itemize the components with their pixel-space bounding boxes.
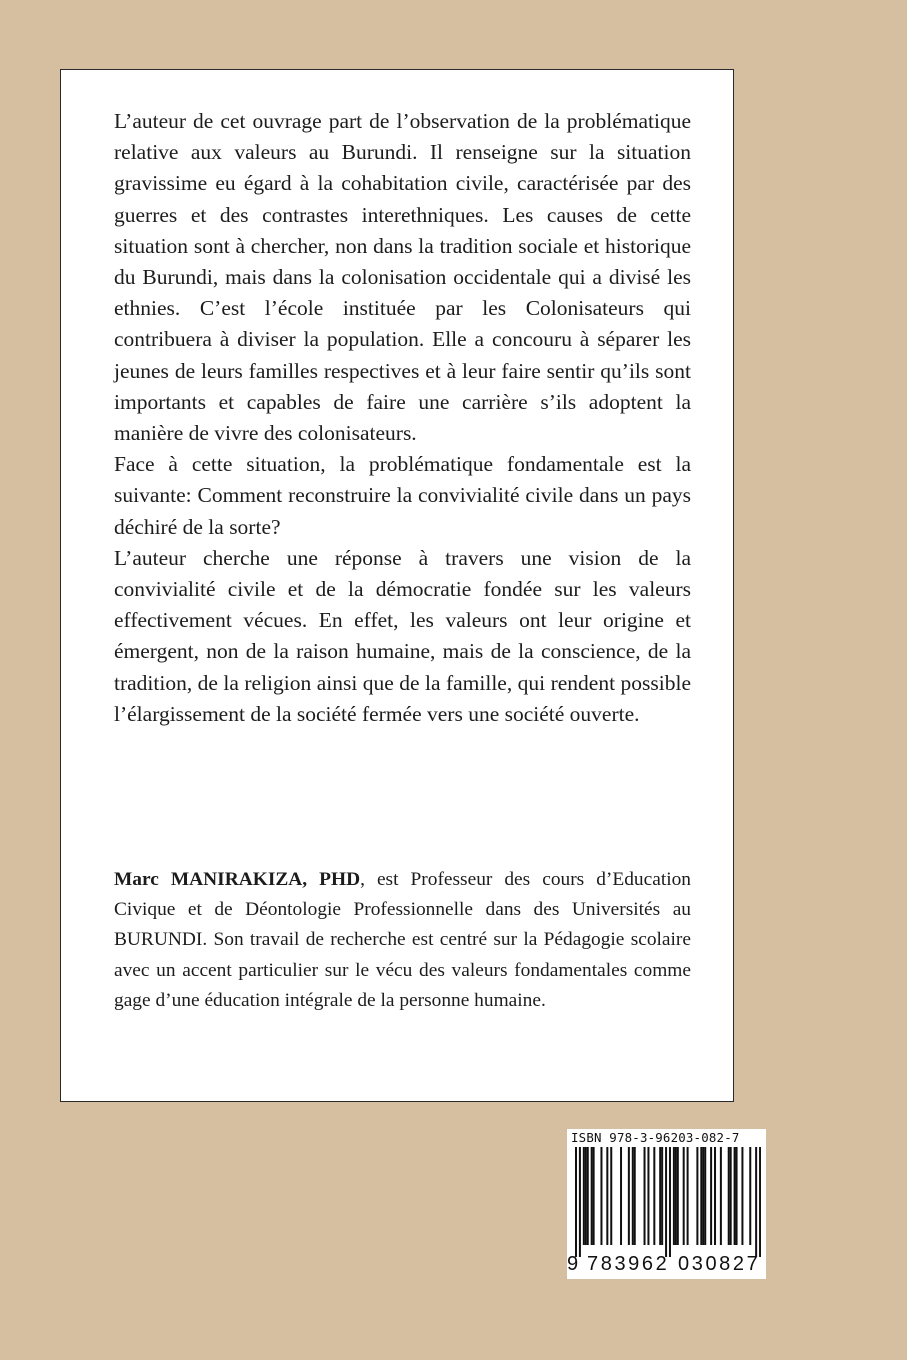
barcode-bar bbox=[634, 1147, 636, 1245]
author-name: Marc MANIRAKIZA, PHD bbox=[114, 869, 361, 890]
barcode-bar bbox=[600, 1147, 602, 1245]
barcode-bar bbox=[593, 1147, 595, 1245]
barcode-bar bbox=[661, 1147, 663, 1245]
barcode-bar bbox=[587, 1147, 589, 1245]
barcode-bar bbox=[659, 1147, 661, 1245]
barcode-bar bbox=[575, 1147, 577, 1257]
description-paragraph-3: L’auteur cherche une réponse à travers une vision de la convivialité civile et de la démocratie fondée sur les valeurs effectivement vécues. En effet, les valeurs ont leur origine et émergent, non de la raison humaine, mais de la conscience, de la tradition, de la religion ainsi que de la famille, qui rendent possible l’élargissement de la société fermée vers une société ouverte. bbox=[114, 545, 691, 726]
barcode-bar bbox=[628, 1147, 630, 1245]
barcode-bar bbox=[669, 1147, 671, 1257]
barcode-bar bbox=[700, 1147, 702, 1245]
author-bio-text: , est Professeur des cours d’Education Civique et de Déontologie Professionnelle dans des Universités au BURUNDI. Son travail de recherche est centré sur la Pédagogie scolaire avec un accent particulier sur le vécu des valeurs fondamentales comme gage d’une éducation intégrale de la personne humaine. bbox=[114, 869, 692, 1011]
barcode-bar bbox=[714, 1147, 716, 1245]
barcode-bar bbox=[673, 1147, 675, 1245]
barcode-bar bbox=[591, 1147, 593, 1245]
barcode-bar bbox=[665, 1147, 667, 1257]
barcode-bar bbox=[579, 1147, 581, 1257]
ean-left-group: 783962 bbox=[587, 1253, 670, 1275]
barcode-bar bbox=[644, 1147, 646, 1245]
barcode-bar bbox=[632, 1147, 634, 1245]
isbn-label: ISBN 978-3-96203-082-7 bbox=[571, 1130, 740, 1145]
barcode-bar bbox=[647, 1147, 649, 1245]
barcode-bar bbox=[687, 1147, 689, 1245]
barcode-bar bbox=[653, 1147, 655, 1245]
barcode-bar bbox=[683, 1147, 685, 1245]
barcode-bar bbox=[710, 1147, 712, 1245]
barcode-bars bbox=[575, 1147, 761, 1257]
barcode-bar bbox=[702, 1147, 704, 1245]
ean-first-digit: 9 bbox=[567, 1253, 579, 1275]
description-paragraph-1: L’auteur de cet ouvrage part de l’observation de la problématique relative aux valeurs au Burundi. Il renseigne sur la situation gravissime eu égard à la cohabitation civile, caractérisée par des guerres et des contrastes interethniques. Les causes de cette situation sont à chercher, non dans la tradition sociale et historique du Burundi, mais dans la colonisation occidentale qui a divisé les ethnies. C’est l’école instituée par les Colonisateurs qui contribuera à diviser la population. Elle a concouru à séparer les jeunes de leurs familles respectives et à leur faire sentir qu’ils sont importants et capables de faire une carrière s’ils adoptent la manière de vivre des colonisateurs. bbox=[114, 109, 691, 446]
barcode-bar bbox=[730, 1147, 732, 1245]
barcode-bar bbox=[755, 1147, 757, 1257]
barcode-bar bbox=[741, 1147, 743, 1245]
barcode-bar bbox=[696, 1147, 698, 1245]
barcode-bar bbox=[677, 1147, 679, 1245]
back-cover-text-panel bbox=[60, 69, 734, 1102]
ean-right-group: 030827 bbox=[678, 1253, 761, 1275]
barcode-bar bbox=[734, 1147, 736, 1245]
barcode-bar bbox=[728, 1147, 730, 1245]
barcode-bar bbox=[583, 1147, 585, 1245]
barcode-bar bbox=[759, 1147, 761, 1257]
barcode-bar bbox=[610, 1147, 612, 1245]
isbn-barcode bbox=[567, 1129, 766, 1279]
author-biography bbox=[114, 865, 691, 1016]
barcode-bar bbox=[606, 1147, 608, 1245]
book-description bbox=[114, 106, 691, 730]
barcode-bar bbox=[620, 1147, 622, 1245]
barcode-bar bbox=[704, 1147, 706, 1245]
description-paragraph-2: Face à cette situation, la problématique fondamentale est la suivante: Comment reconstruire la convivialité civile dans un pays déchiré de la sorte? bbox=[114, 452, 691, 539]
barcode-bar bbox=[736, 1147, 738, 1245]
barcode-bar bbox=[675, 1147, 677, 1245]
barcode-bar bbox=[585, 1147, 587, 1245]
barcode-bar bbox=[720, 1147, 722, 1245]
barcode-bar bbox=[749, 1147, 751, 1245]
